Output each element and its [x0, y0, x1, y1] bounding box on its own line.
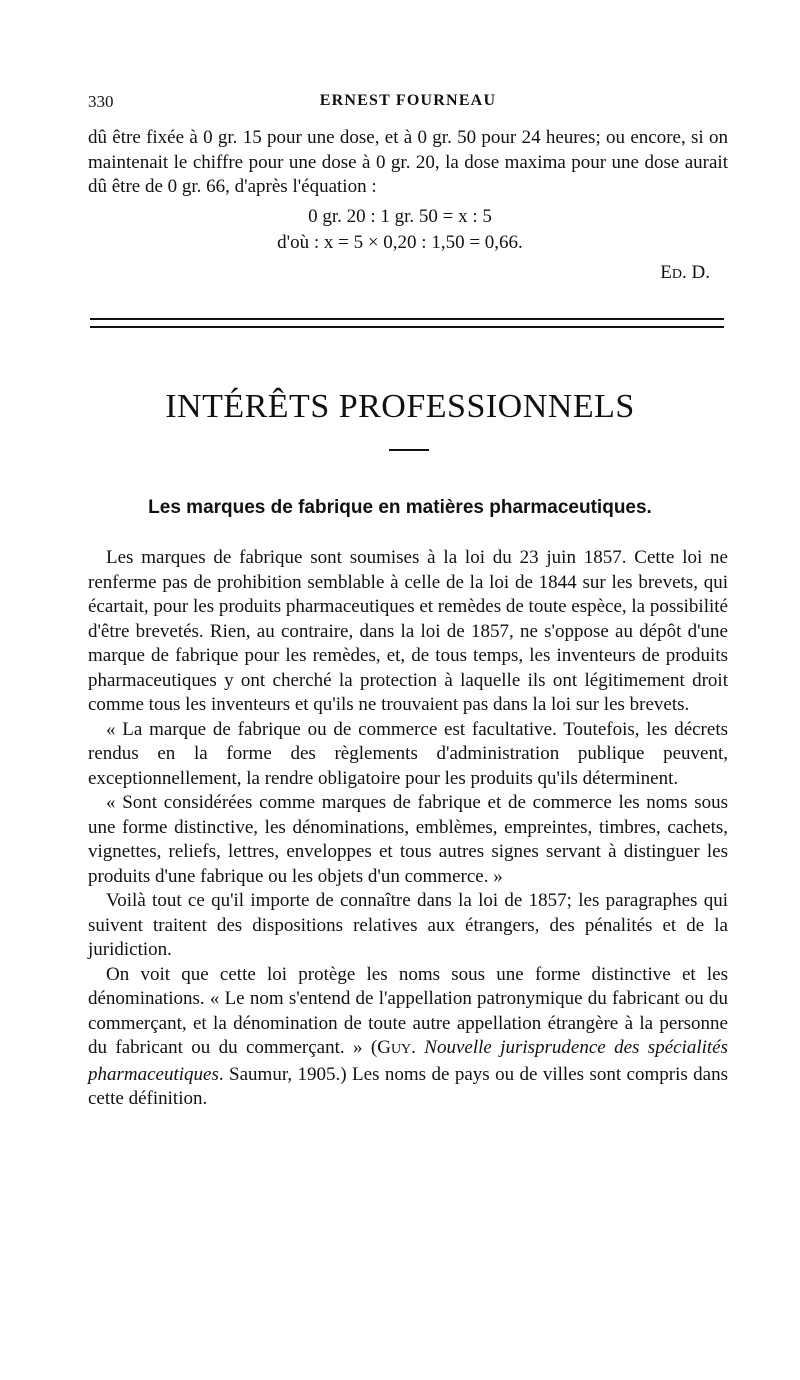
signature-initial: E	[660, 262, 672, 283]
intro-paragraph-block	[88, 126, 728, 200]
equation-line-2: d'où : x = 5 × 0,20 : 1,50 = 0,66.	[277, 232, 523, 253]
double-rule-bottom	[90, 326, 724, 328]
intro-paragraph: dû être fixée à 0 gr. 15 pour une dose, et à 0 gr. 50 pour 24 heures; ou encore, si on maintenait le chiffre pour une dose à 0 gr. 20, la dose maxima pour une dose aurait dû être de 0 gr. 66, d'après l'équation :	[88, 127, 728, 197]
title-underline	[389, 449, 429, 451]
body-paragraph-4: Voilà tout ce qu'il importe de connaître dans la loi de 1857; les paragraphes qui suivent traitent des dispositions relatives aux étrangers, des pénalités et de la juridiction.	[88, 890, 728, 960]
citation-author-initial: G	[377, 1037, 391, 1058]
editor-signature	[660, 262, 710, 284]
running-head	[88, 92, 728, 116]
body-paragraph-2: « La marque de fabrique ou de commerce est facultative. Toutefois, les décrets rendus en la forme des règlements d'administration publique peuvent, exceptionnellement, la rendre obligatoire pour les produits qu'ils déterminent.	[88, 718, 728, 789]
section-title: INTÉRÊTS PROFESSIONNELS	[165, 388, 635, 425]
citation-book-title: Nouvelle jurisprudence des spécialités pharmaceutiques	[88, 1037, 729, 1085]
section-subtitle: Les marques de fabrique en matières pharmaceutiques.	[148, 497, 652, 518]
signature-smallcaps: D	[671, 267, 683, 282]
running-title: ERNEST FOURNEAU	[319, 92, 497, 109]
citation-author-rest: UY	[390, 1042, 412, 1057]
signature-tail: . D.	[682, 262, 710, 283]
paragraph-5-start: On voit que cette loi protège les noms sous une forme distinctive et les dénominations. « Le nom s'entend de l'appellation patronymique du fabricant ou du commerçant, et la dénomination de toute autre appellation étrangère à la personne du fabricant ou du commerçant. » (	[88, 963, 728, 1058]
citation-separator: .	[411, 1037, 425, 1058]
body-paragraph-5	[88, 963, 728, 1112]
article-body	[88, 546, 728, 1112]
body-paragraph-3: « Sont considérées comme marques de fabrique et de commerce les noms sous une forme distinctive, les dénominations, emblèmes, empreintes, timbres, cachets, vignettes, reliefs, lettres, enveloppes et tous autres signes servant à distinguer les produits d'une fabrique ou les objets d'un commerce. »	[88, 792, 728, 887]
page-number: 330	[88, 92, 114, 111]
paragraph-5-end: . Saumur, 1905.) Les noms de pays ou de villes sont compris dans cette définition.	[88, 1063, 728, 1109]
body-paragraph-1: Les marques de fabrique sont soumises à la loi du 23 juin 1857. Cette loi ne renferme pas de prohibition semblable à celle de la loi de 1844 sur les brevets, qui écartait, pour les produits pharmaceutiques et remèdes de toute espèce, la possibilité d'être brevetés. Rien, au contraire, dans la loi de 1857, ne s'oppose au dépôt d'une marque de fabrique pour les remèdes, et, de tous temps, les inventeurs de produits pharmaceutiques y ont cherché la protection à laquelle ils ont légitimement droit comme tous les inventeurs et qu'ils ne trouvaient pas dans la loi sur les brevets.	[88, 547, 728, 715]
double-rule-top	[90, 318, 724, 320]
equation-line-1: 0 gr. 20 : 1 gr. 50 = x : 5	[308, 206, 492, 227]
